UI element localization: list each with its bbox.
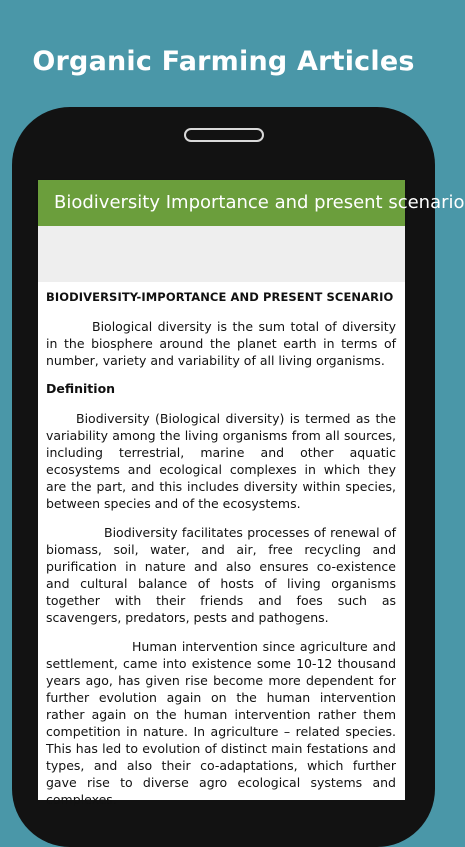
app-bar-title: Biodiversity Importance and present scenario: [54, 192, 465, 213]
article-paragraph: Biodiversity facilitates processes of renewal of biomass, soil, water, and air, free recycling and purification in nature and also ensures co-existence and cultural balance of hosts of living organisms together with their friends and foes such as scavengers, predators, pests and pathogens.: [46, 525, 396, 625]
ad-banner-area: [38, 226, 405, 282]
article-paragraph: Biological diversity is the sum total of diversity in the biosphere around the planet earth in terms of number, variety and variability of all living organisms.: [46, 319, 396, 368]
article-content: [46, 288, 396, 820]
article-paragraph: Human intervention since agriculture and settlement, came into existence some 10-12 thousand years ago, has given rise become more dependent for further evolution again on the human intervention rather again on the human intervention rather them competition in nature. In agriculture – related species. This has led to evolution of distinct main festations and types, and also their co-adaptations, which further gave rise to diverse agro ecological systems and complexes.: [46, 639, 396, 807]
promo-title: Organic Farming Articles: [32, 46, 415, 77]
article-heading: BIODIVERSITY-IMPORTANCE AND PRESENT SCENARIO: [46, 290, 394, 304]
app-bar: [38, 180, 465, 226]
app-screen: [38, 180, 465, 807]
phone-speaker: [184, 128, 264, 142]
article-paragraph: Biodiversity (Biological diversity) is termed as the variability among the living organisms from all sources, including terrestrial, marine and other aquatic ecosystems and ecological complexes in which they are the part, and this includes diversity within species, between species and of the ecosystems.: [46, 411, 396, 511]
definition-heading: Definition: [46, 381, 116, 396]
